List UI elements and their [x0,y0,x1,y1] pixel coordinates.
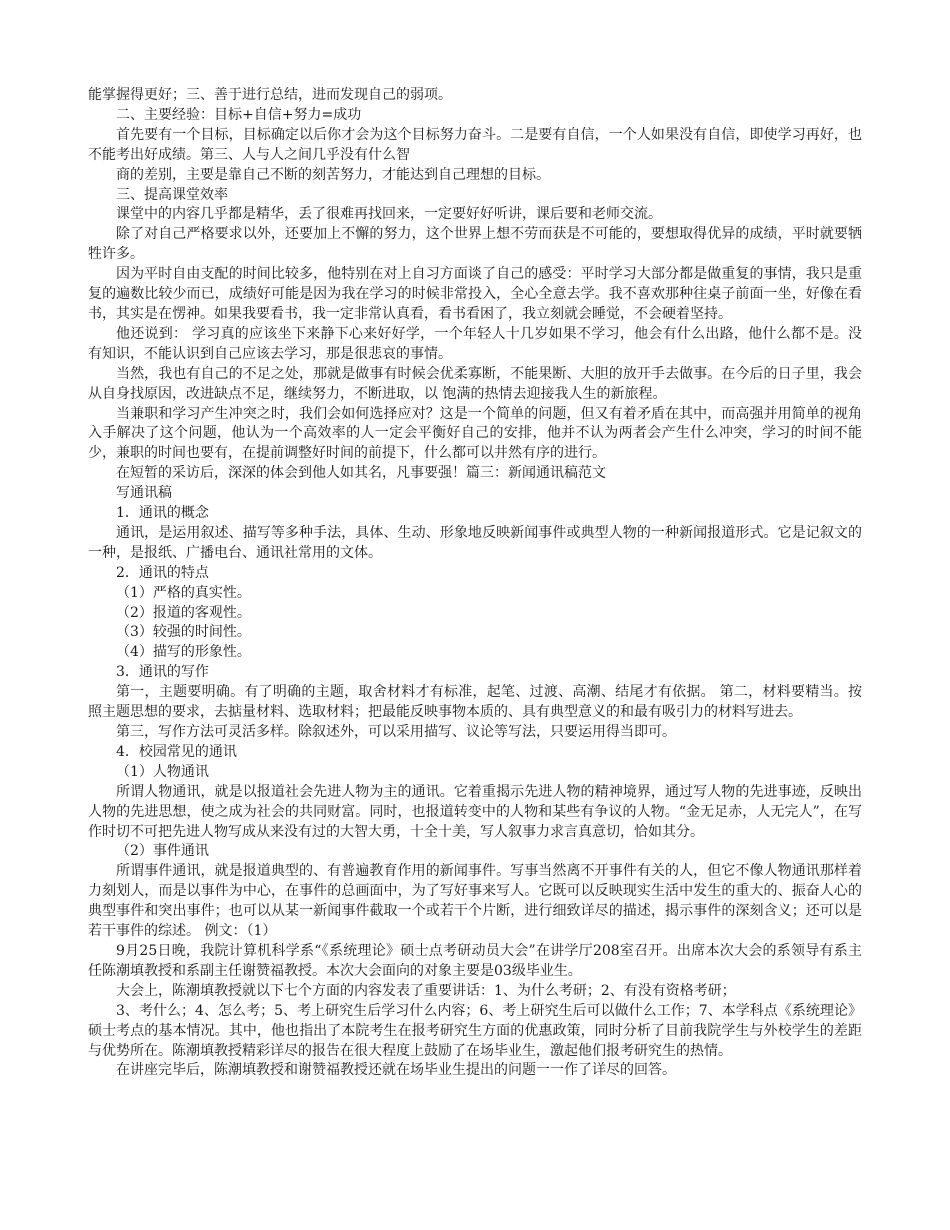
paragraph: 通讯，是运用叙述、描写等多种手法，具体、生动、形象地反映新闻事件或典型人物的一种新闻报道形式。它是记叙文的一种，是报纸、广播电台、通讯社常用的文体。 [88,524,862,561]
paragraph: 第三，写作方法可灵活多样。除叙述外，可以采用描写、议论等写法，只要运用得当即可。 [116,724,676,740]
paragraph: （1）人物通讯 [116,763,209,780]
paragraph: 商的差别，主要是靠自己不断的刻苦努力，才能达到自己理想的目标。 [116,166,550,183]
paragraph: （4）描写的形象性。 [116,644,251,661]
paragraph: 3．通讯的写作 [116,664,209,681]
paragraph: 大会上，陈潮填教授就以下七个方面的内容发表了重要讲话：1、为什么考研；2、有没有资格考研； [116,982,736,999]
paragraph: 能掌握得更好；三、善于进行总结，进而发现自己的弱项。 [88,87,452,103]
paragraph: 首先要有一个目标，目标确定以后你才会为这个目标努力奋斗。二是要有自信，一个人如果没有自信，即使学习再好，也不能考出好成绩。第三、人与人之间几乎没有什么智 [88,126,862,163]
paragraph: 2．通讯的特点 [116,564,209,581]
paragraph: 所谓人物通讯，就是以报道社会先进人物为主的通讯。它着重揭示先进人物的精神境界，通过写人物的先进事迹，反映出人物的先进思想，使之成为社会的共同财富。同时，也报道转变中的人物和某些有争议的人物。“金无足赤，人无完人”，在写作时切不可把先进人物写成从来没有过的大智大勇，十全十美，写人叙事力求言真意切，恰如其分。 [88,783,862,840]
paragraph: 当兼职和学习产生冲突之时，我们会如何选择应对？这是一个简单的问题，但又有着矛盾在其中，而高强并用简单的视角入手解决了这个问题，他认为一个高效率的人一定会平衡好自己的安排，他并不认为两者会产生什么冲突，学习的时间不能少，兼职的时间也要有，在提前调整好时间的前提下，什么都可以井然有序的进行。 [88,405,862,462]
paragraph: 二、主要经验：目标+自信+努力=成功 [116,106,362,123]
paragraph: 除了对自己严格要求以外，还要加上不懈的努力，这个世界上想不劳而获是不可能的，要想取得优异的成绩，平时就要牺牲许多。 [88,226,862,263]
paragraph: 3、考什么；4、怎么考；5、考上研究生后学习什么内容；6、考上研究生后可以做什么工作；7、本学科点《系统理论》硕士考点的基本情况。其中，他也指出了本院考生在报考研究生方面的优惠政策，同时分析了目前我院学生与外校学生的差距与优势所在。陈潮填教授精彩详尽的报告在很大程度上鼓励了在场毕业生，激起他们报考研究生的热情。 [88,1002,862,1059]
paragraph: 课堂中的内容几乎都是精华，丢了很难再找回来，一定要好好听讲，课后要和老师交流。 [116,206,662,223]
paragraph: 在讲座完毕后，陈潮填教授和谢赞福教授还就在场毕业生提出的问题一一作了详尽的回答。 [116,1062,676,1079]
paragraph: 他还说到： 学习真的应该坐下来静下心来好好学，一个年轻人十几岁如果不学习，他会有什么出路，他什么都不是。没有知识，不能认识到自己应该去学习，那是很悲哀的事情。 [88,325,862,362]
paragraph: 第一，主题要明确。有了明确的主题，取舍材料才有标准，起笔、过渡、高潮、结尾才有依据。 第二，材料要精当。按照主题思想的要求，去掂量材料、选取材料；把最能反映事物本质的、具有典型意义的和最有吸引力的材料写进去。 [88,684,862,721]
paragraph: （3）较强的时间性。 [116,624,251,641]
paragraph: 4．校园常见的通讯 [116,743,237,760]
paragraph: （1）严格的真实性。 [116,584,251,601]
paragraph: 9月25日晚，我院计算机科学系“《系统理论》硕士点考研动员大会”在讲学厅208室召开。出席本次大会的系领导有系主任陈潮填教授和系副主任谢赞福教授。本次大会面向的对象主要是03级毕业生。 [88,942,862,979]
paragraph: 三、提高课堂效率 [116,186,228,203]
paragraph: （2）事件通讯 [116,843,209,860]
paragraph: 当然，我也有自己的不足之处，那就是做事有时候会优柔寡断，不能果断、大胆的放开手去做事。在今后的日子里，我会从自身找原因，改进缺点不足，继续努力，不断进取，以 饱满的热情去迎接我人生的新旅程。 [88,365,862,402]
paragraph: 在短暂的采访后，深深的体会到他人如其名，凡事要强！篇三：新闻通讯稿范文 [116,465,606,482]
paragraph: 因为平时自由支配的时间比较多，他特别在对上自习方面谈了自己的感受：平时学习大部分都是做重复的事情，我只是重复的遍数比较少而已，成绩好可能是因为我在学习的时候非常投入，全心全意去学。我不喜欢那种往桌子前面一坐，好像在看书，其实是在愣神。如果我要看书，我一定非常认真看，看书看困了，我立刻就会睡觉，不会硬着坚持。 [88,266,862,322]
paragraph: 所谓事件通讯，就是报道典型的、有普遍教育作用的新闻事件。写事当然离不开事件有关的人，但它不像人物通讯那样着力刻划人，而是以事件为中心，在事件的总画面中，为了写好事来写人。它既可以反映现实生活中发生的重大的、振奋人心的典型事件和突出事件；也可以从某一新闻事件截取一个或若干个片断，进行细致详尽的描述，揭示事件的深刻含义；还可以是若干事件的综述。 例文：（1） [88,863,862,940]
paragraph: （2）报道的客观性。 [116,604,251,621]
paragraph: 1．通讯的概念 [116,505,209,522]
paragraph: 写通讯稿 [116,485,172,502]
